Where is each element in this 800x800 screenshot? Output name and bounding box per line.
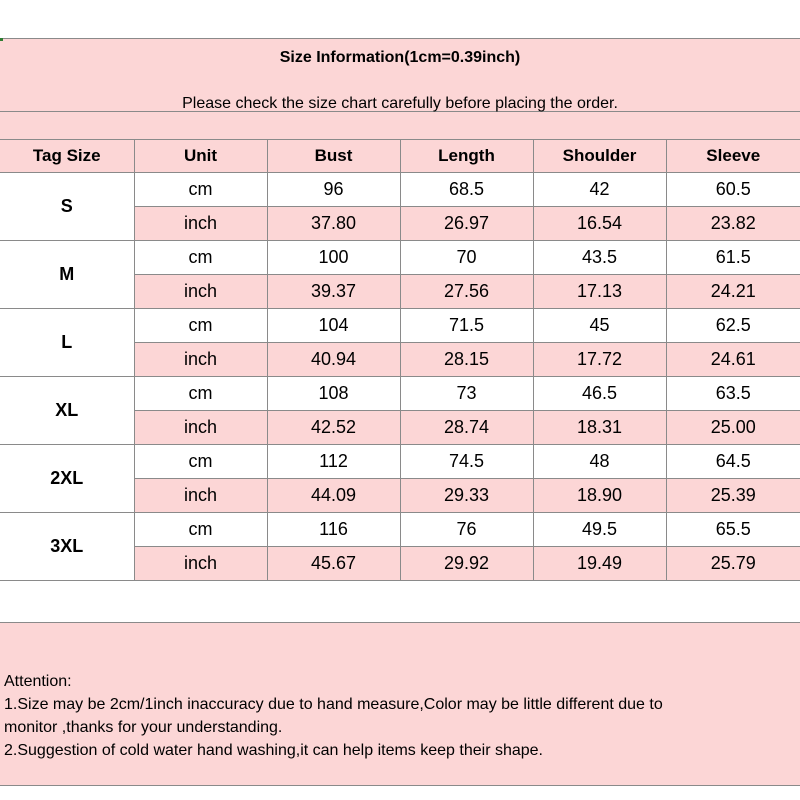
unit-cell: cm	[134, 173, 267, 207]
table-row	[0, 513, 800, 547]
shoulder-cell: 16.54	[533, 207, 666, 241]
length-cell: 28.15	[400, 343, 533, 377]
unit-cell: cm	[134, 513, 267, 547]
length-cell: 71.5	[400, 309, 533, 343]
unit-cell: inch	[134, 479, 267, 513]
sleeve-cell: 62.5	[666, 309, 800, 343]
attention-text	[4, 670, 663, 762]
column-header-unit: Unit	[134, 140, 267, 173]
sleeve-cell: 25.79	[666, 547, 800, 581]
bust-cell: 116	[267, 513, 400, 547]
unit-cell: cm	[134, 309, 267, 343]
length-cell: 26.97	[400, 207, 533, 241]
sleeve-cell: 24.61	[666, 343, 800, 377]
unit-cell: inch	[134, 343, 267, 377]
tag-size-cell: L	[0, 309, 134, 377]
sleeve-cell: 65.5	[666, 513, 800, 547]
length-cell: 68.5	[400, 173, 533, 207]
bust-cell: 104	[267, 309, 400, 343]
tag-size-cell: XL	[0, 377, 134, 445]
table-row	[0, 173, 800, 207]
sleeve-cell: 63.5	[666, 377, 800, 411]
table-row	[0, 241, 800, 275]
shoulder-cell: 19.49	[533, 547, 666, 581]
length-cell: 73	[400, 377, 533, 411]
bust-cell: 112	[267, 445, 400, 479]
shoulder-cell: 42	[533, 173, 666, 207]
bust-cell: 100	[267, 241, 400, 275]
shoulder-cell: 18.31	[533, 411, 666, 445]
attention-line: 2.Suggestion of cold water hand washing,it can help items keep their shape.	[4, 742, 543, 759]
corner-mark	[0, 38, 3, 41]
tag-size-cell: 2XL	[0, 445, 134, 513]
order-notice: Please check the size chart carefully before placing the order.	[182, 95, 618, 112]
table-row	[0, 309, 800, 343]
sleeve-cell: 24.21	[666, 275, 800, 309]
length-cell: 29.33	[400, 479, 533, 513]
sleeve-cell: 64.5	[666, 445, 800, 479]
unit-cell: cm	[134, 377, 267, 411]
attention-line: 1.Size may be 2cm/1inch inaccuracy due to hand measure,Color may be little different due to	[4, 696, 663, 713]
bust-cell: 40.94	[267, 343, 400, 377]
tag-size-cell: S	[0, 173, 134, 241]
shoulder-cell: 17.13	[533, 275, 666, 309]
bust-cell: 108	[267, 377, 400, 411]
tag-size-cell: M	[0, 241, 134, 309]
table-header-row	[0, 140, 800, 173]
unit-cell: inch	[134, 411, 267, 445]
length-cell: 28.74	[400, 411, 533, 445]
length-cell: 76	[400, 513, 533, 547]
bust-cell: 39.37	[267, 275, 400, 309]
table-row	[0, 377, 800, 411]
tag-size-cell: 3XL	[0, 513, 134, 581]
attention-heading: Attention:	[4, 673, 72, 690]
shoulder-cell: 18.90	[533, 479, 666, 513]
shoulder-cell: 46.5	[533, 377, 666, 411]
bust-cell: 96	[267, 173, 400, 207]
sleeve-cell: 60.5	[666, 173, 800, 207]
bust-cell: 45.67	[267, 547, 400, 581]
unit-cell: inch	[134, 207, 267, 241]
length-cell: 29.92	[400, 547, 533, 581]
bust-cell: 37.80	[267, 207, 400, 241]
chart-title: Size Information(1cm=0.39inch)	[279, 49, 521, 66]
unit-cell: inch	[134, 547, 267, 581]
length-cell: 74.5	[400, 445, 533, 479]
column-header-shoulder: Shoulder	[533, 140, 666, 173]
unit-cell: inch	[134, 275, 267, 309]
table-row	[0, 445, 800, 479]
size-table	[0, 139, 800, 581]
bust-cell: 44.09	[267, 479, 400, 513]
shoulder-cell: 49.5	[533, 513, 666, 547]
length-cell: 70	[400, 241, 533, 275]
sleeve-cell: 25.39	[666, 479, 800, 513]
unit-cell: cm	[134, 241, 267, 275]
sleeve-cell: 61.5	[666, 241, 800, 275]
column-header-sleeve: Sleeve	[666, 140, 800, 173]
shoulder-cell: 43.5	[533, 241, 666, 275]
shoulder-cell: 45	[533, 309, 666, 343]
bust-cell: 42.52	[267, 411, 400, 445]
unit-cell: cm	[134, 445, 267, 479]
column-header-tag-size: Tag Size	[0, 140, 134, 173]
column-header-length: Length	[400, 140, 533, 173]
attention-line: monitor ,thanks for your understanding.	[4, 719, 283, 736]
length-cell: 27.56	[400, 275, 533, 309]
shoulder-cell: 17.72	[533, 343, 666, 377]
shoulder-cell: 48	[533, 445, 666, 479]
sleeve-cell: 23.82	[666, 207, 800, 241]
column-header-bust: Bust	[267, 140, 400, 173]
sleeve-cell: 25.00	[666, 411, 800, 445]
